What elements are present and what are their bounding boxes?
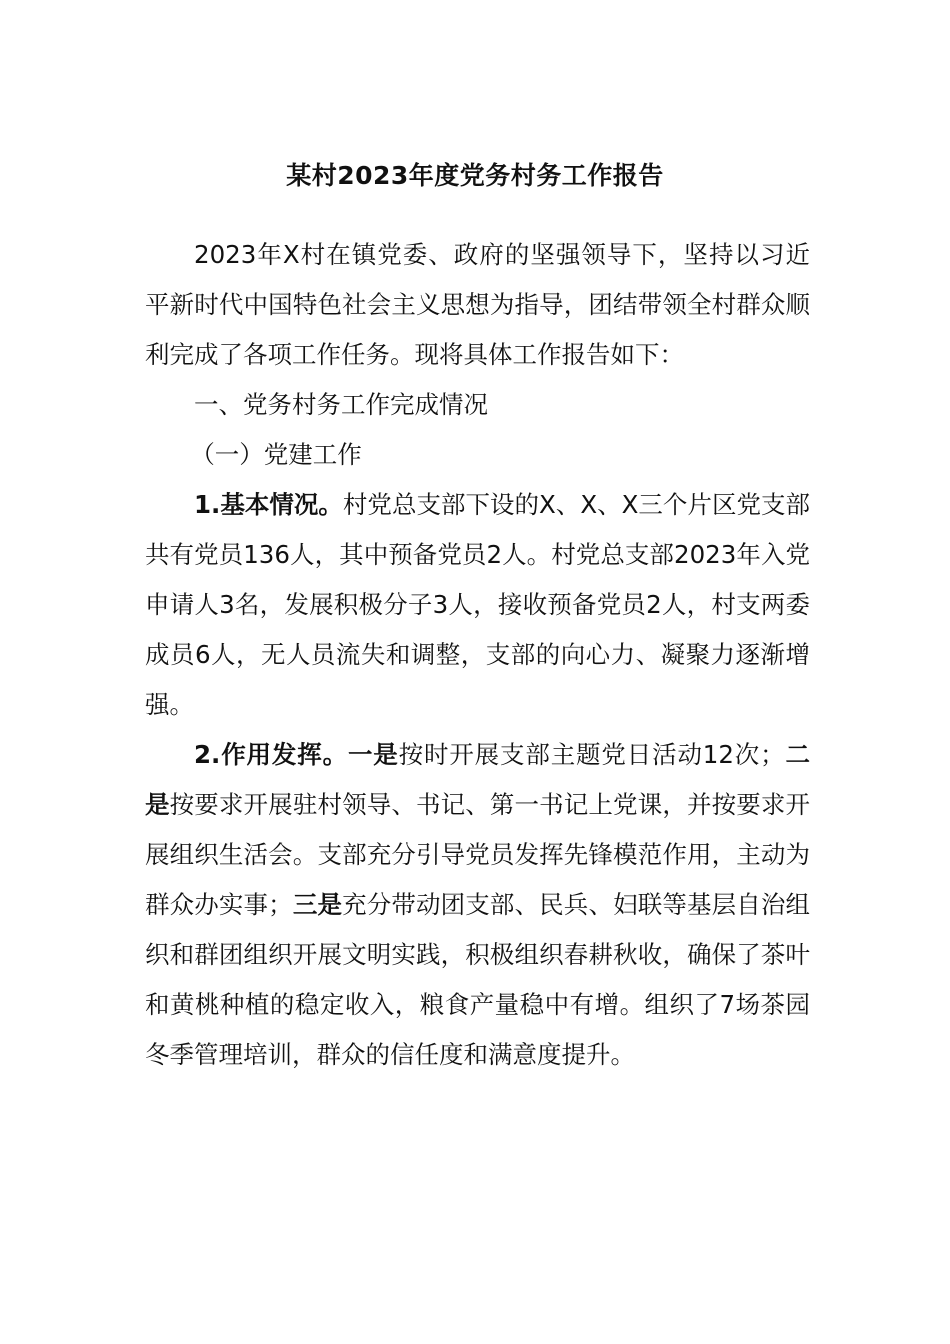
document-title: 某村2023年度党务村务工作报告 [286,161,664,190]
point-two-label: 二是 [145,740,811,819]
item-basic-situation-lead: 1.基本情况。 [194,490,343,519]
point-two-text: 按要求开展驻村领导、书记、第一书记上党课，并按要求开展组织生活会。支部充分引导党员发挥先锋模范作用，主动为群众办实事； [145,790,811,919]
subsection-heading-text: （一）党建工作 [190,440,362,469]
point-one-label: 一是 [347,740,399,769]
item-basic-situation [145,480,810,730]
item-role-play [145,730,810,1080]
point-three-text: 充分带动团支部、民兵、妇联等基层自治组织和群团组织开展文明实践，积极组织春耕秋收，确保了茶叶和黄桃种植的稳定收入，粮食产量稳中有增。组织了7场茶园冬季管理培训，群众的信任度和满意度提升。 [145,890,811,1069]
subsection-heading [145,430,810,480]
intro-text: 2023年X村在镇党委、政府的坚强领导下，坚持以习近平新时代中国特色社会主义思想为指导，团结带领全村群众顺利完成了各项工作任务。现将具体工作报告如下： [145,240,810,369]
section-heading-text: 一、党务村务工作完成情况 [194,390,488,419]
item-basic-situation-text: 村党总支部下设的X、X、X三个片区党支部共有党员136人，其中预备党员2人。村党总支部2023年入党申请人3名，发展积极分子3人，接收预备党员2人，村支两委成员6人，无人员流失和调整，支部的向心力、凝聚力逐渐增强。 [145,490,810,719]
point-one-text: 按时开展支部主题党日活动12次； [398,740,785,769]
point-three-label: 三是 [292,890,343,919]
item-role-play-lead: 2.作用发挥。 [194,740,348,769]
document-body [145,230,810,1080]
section-heading [145,380,810,430]
intro-paragraph [145,230,810,380]
